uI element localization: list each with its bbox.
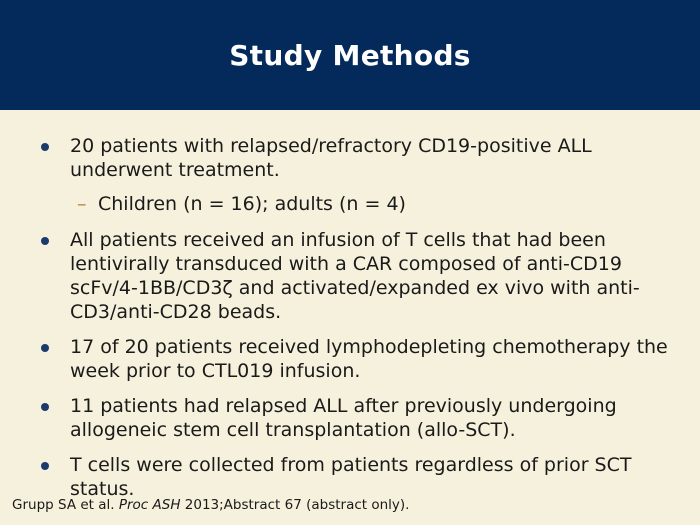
- bullet-text: T cells were collected from patients regardless of prior SCT status.: [70, 454, 632, 500]
- bullet-text: 20 patients with relapsed/refractory CD19-positive ALL underwent treatment.: [70, 135, 592, 181]
- citation-suffix: 2013;Abstract 67 (abstract only).: [180, 497, 410, 513]
- bullet-item: [40, 134, 685, 182]
- bullet-dot-icon: [41, 143, 49, 151]
- bullet-dot-icon: [41, 462, 49, 470]
- bullet-text: 17 of 20 patients received lymphodepleting chemotherapy the week prior to CTL019 infusion.: [70, 336, 668, 382]
- bullet-dot-icon: [41, 344, 49, 352]
- bullet-dot-icon: [41, 237, 49, 245]
- bullet-item: [40, 453, 685, 501]
- bullet-item: [40, 394, 685, 442]
- title-bar: [0, 0, 700, 110]
- citation-journal: Proc ASH: [118, 497, 181, 513]
- sub-bullet-text: Children (n = 16); adults (n = 4): [98, 193, 406, 215]
- bullet-item: [40, 228, 685, 324]
- dash-icon: –: [77, 193, 87, 215]
- citation-prefix: Grupp SA et al.: [12, 497, 119, 513]
- bullet-list: [40, 134, 685, 512]
- citation: [12, 497, 409, 513]
- bullet-item: [40, 335, 685, 383]
- bullet-text: 11 patients had relapsed ALL after previously undergoing allogeneic stem cell transplantation (allo-SCT).: [70, 395, 617, 441]
- bullet-dot-icon: [41, 403, 49, 411]
- slide-title: Study Methods: [229, 38, 471, 72]
- sub-bullet-item: [40, 192, 685, 216]
- bullet-text: All patients received an infusion of T cells that had been lentivirally transduced with a CAR composed of anti-CD19 scFv/4-1BB/CD3ζ and activated/expanded ex vivo with anti-CD3/anti-CD28 beads.: [70, 229, 640, 323]
